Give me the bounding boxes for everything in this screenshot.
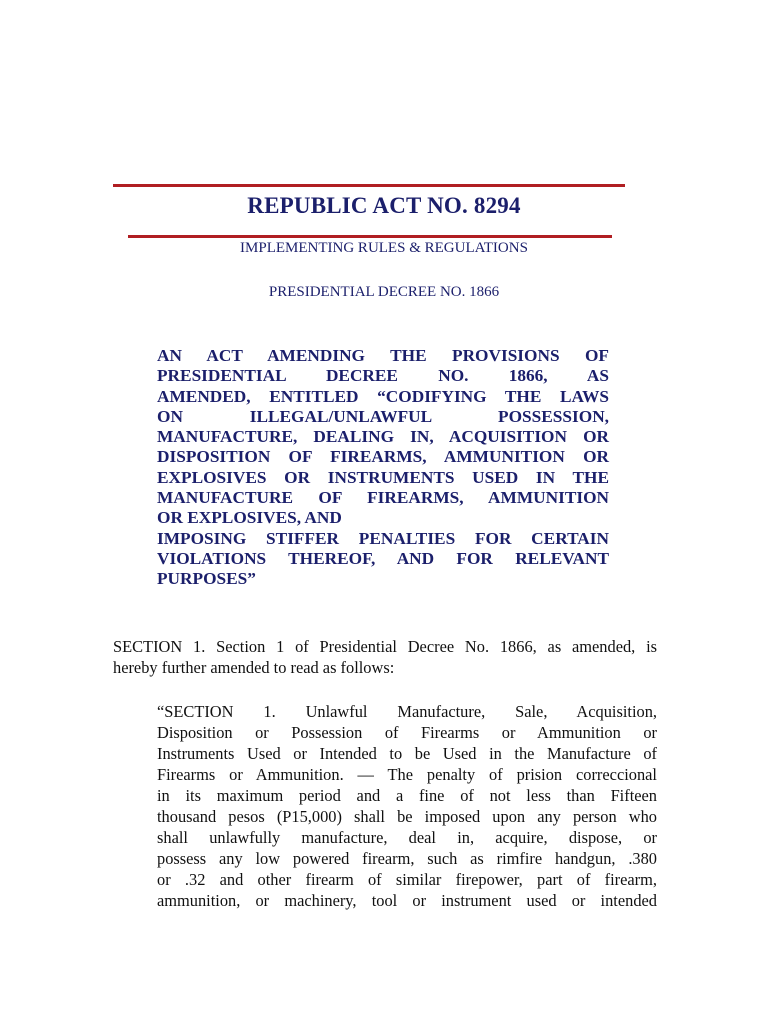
act-title <box>157 346 609 590</box>
page-title: REPUBLIC ACT NO. 8294 <box>247 193 521 218</box>
act-title-line: MANUFACTURE, DEALING IN, ACQUISITION OR <box>157 427 609 447</box>
act-title-line: EXPLOSIVES OR INSTRUMENTS USED IN THE <box>157 467 609 487</box>
quote-line: thousand pesos (P15,000) shall be imposed upon any person who <box>157 807 657 826</box>
act-title-line: PRESIDENTIAL DECREE NO. 1866, AS <box>157 366 609 386</box>
act-title-line: VIOLATIONS THEREOF, AND FOR RELEVANT <box>157 548 609 568</box>
quote-line: possess any low powered firearm, such as rimfire handgun, .380 <box>157 849 657 868</box>
quote-line: ammunition, or machinery, tool or instrument used or intended <box>157 891 657 910</box>
quote-line: Instruments Used or Intended to be Used in the Manufacture of <box>157 744 657 763</box>
bottom-divider <box>128 235 612 238</box>
irr-subtitle: IMPLEMENTING RULES & REGULATIONS <box>240 240 528 256</box>
top-divider <box>113 184 625 187</box>
quote-line: Disposition or Possession of Firearms or Ammunition or <box>157 723 657 742</box>
act-title-line: IMPOSING STIFFER PENALTIES FOR CERTAIN <box>157 528 609 548</box>
act-title-line: PURPOSES” <box>157 569 256 589</box>
section-1-quote <box>157 701 657 911</box>
act-title-line: AMENDED, ENTITLED “CODIFYING THE LAWS <box>157 386 609 406</box>
section-1-intro <box>113 636 657 678</box>
quote-line: Firearms or Ammunition. — The penalty of prision correccional <box>157 765 657 784</box>
decree-subtitle: PRESIDENTIAL DECREE NO. 1866 <box>268 284 500 300</box>
act-title-line: AN ACT AMENDING THE PROVISIONS OF <box>157 346 609 365</box>
quote-line: in its maximum period and a fine of not less than Fifteen <box>157 786 657 805</box>
act-title-line: ON ILLEGAL/UNLAWFUL POSSESSION, <box>157 406 609 426</box>
section-line: SECTION 1. Section 1 of Presidential Decree No. 1866, as amended, is <box>113 637 657 656</box>
act-title-line: DISPOSITION OF FIREARMS, AMMUNITION OR <box>157 447 609 467</box>
act-title-line: MANUFACTURE OF FIREARMS, AMMUNITION <box>157 488 609 508</box>
section-line: hereby further amended to read as follows: <box>113 658 395 677</box>
act-title-line: OR EXPLOSIVES, AND <box>157 508 342 528</box>
quote-line: shall unlawfully manufacture, deal in, acquire, dispose, or <box>157 828 657 847</box>
quote-line: “SECTION 1. Unlawful Manufacture, Sale, Acquisition, <box>157 702 657 721</box>
quote-line: or .32 and other firearm of similar firepower, part of firearm, <box>157 870 657 889</box>
